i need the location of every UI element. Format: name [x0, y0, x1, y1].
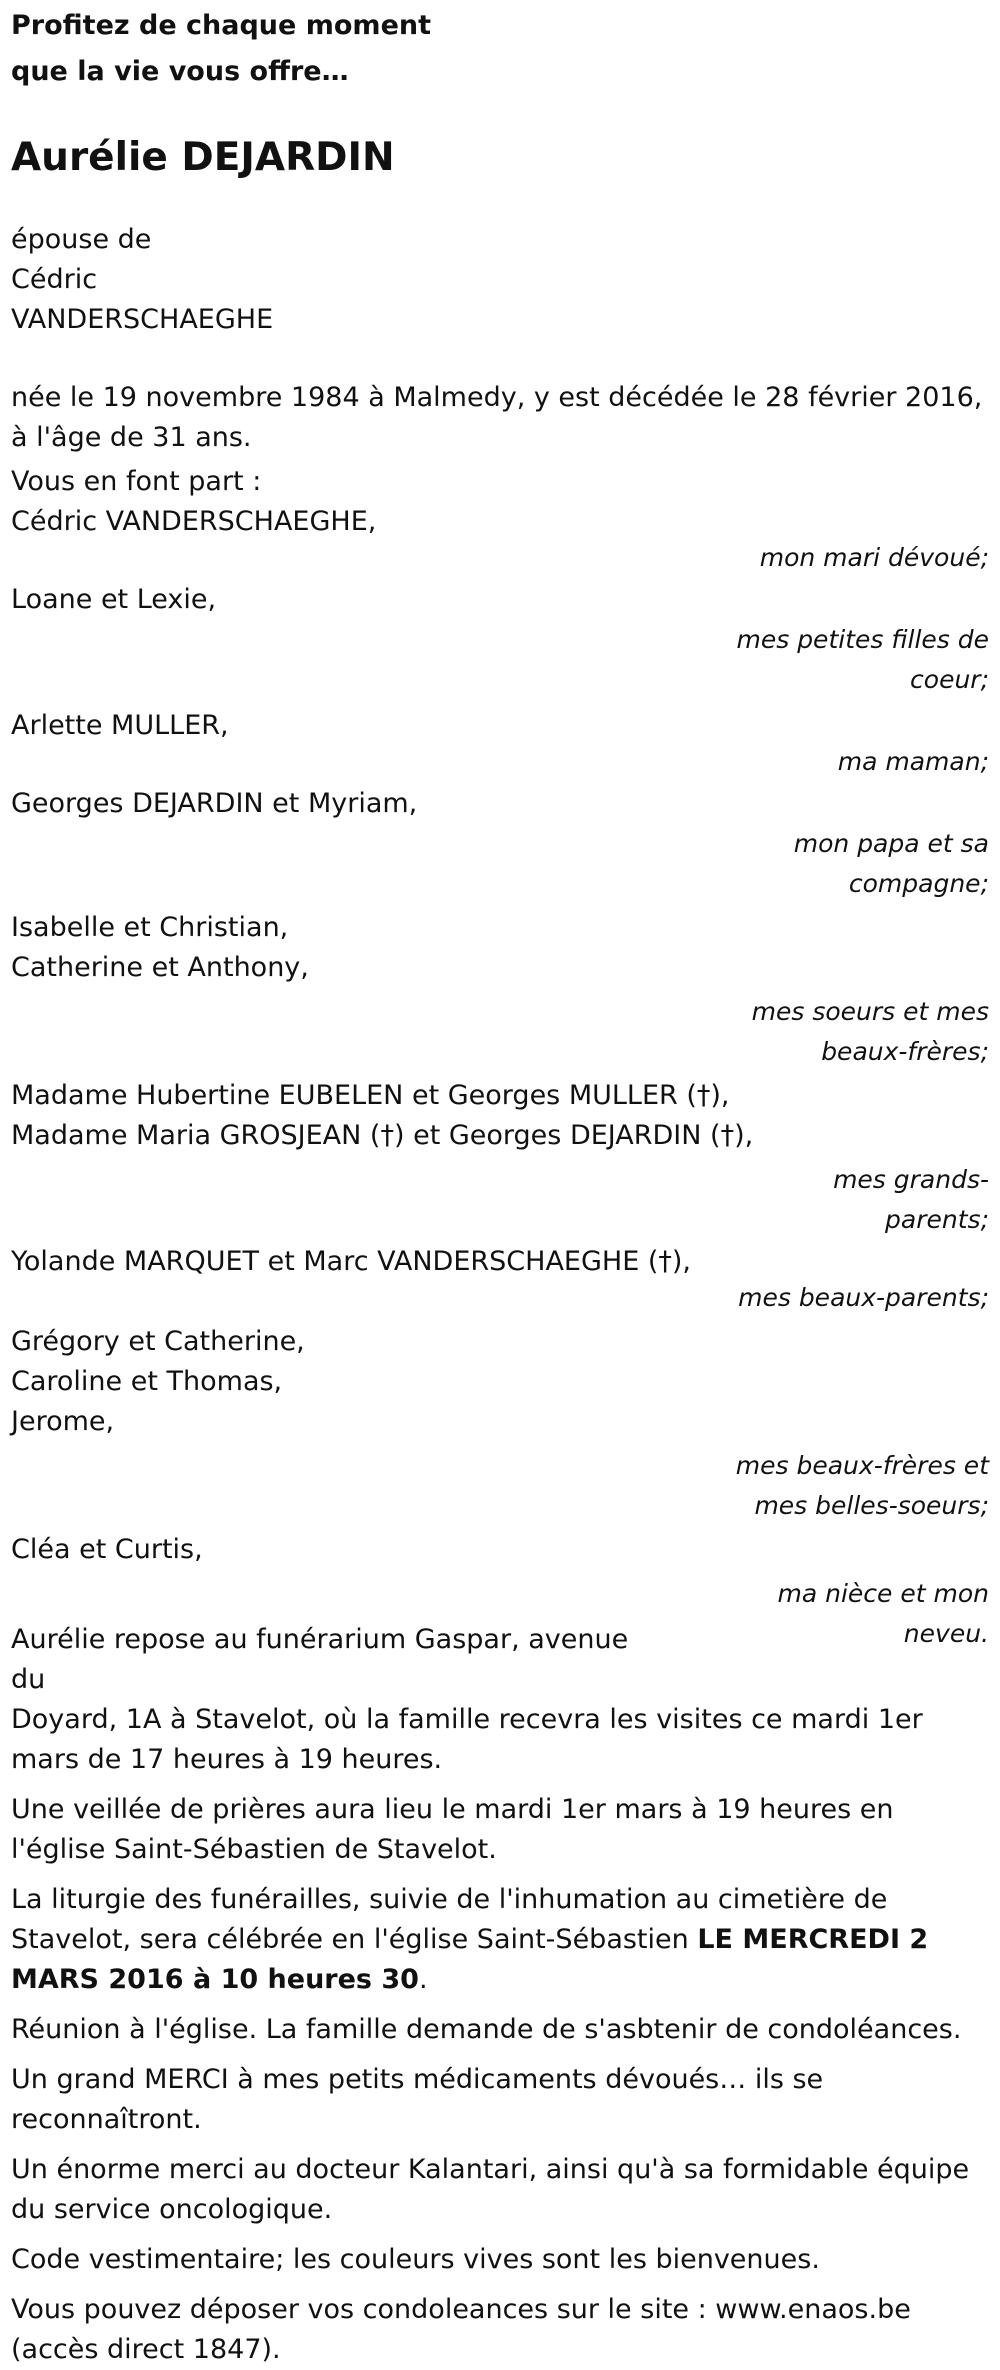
funerarium-text-rest: Doyard, 1A à Stavelot, où la famille recevra les visites ce mardi 1er mars de 17 heures à 19 heures.: [11, 1704, 923, 1775]
relative-name: Caroline et Thomas,: [11, 1366, 283, 1397]
spouse-block: [11, 220, 989, 340]
liturgy-text-main: La liturgie des funérailles, suivie de l'inhumation au cimetière de Stavelot, sera célébrée en l'église Saint-Sébastien: [11, 1884, 888, 1955]
deceased-name: Aurélie DEJARDIN: [11, 135, 395, 180]
liturgy-text-end: .: [418, 1964, 428, 1995]
relation-label: ma nièce et mon: [777, 1579, 989, 1608]
condolences-text: Vous pouvez déposer vos condoleances sur le site : www.enaos.be (accès direct 1847).: [11, 2294, 911, 2365]
spouse-prefix: épouse de: [11, 224, 152, 255]
spouse-last-name: VANDERSCHAEGHE: [11, 304, 274, 335]
relation-label: mes beaux-frères et: [735, 1451, 989, 1480]
funerarium-text: [11, 1620, 989, 1780]
quote-line-2: que la vie vous offre…: [11, 56, 349, 87]
relative-group: [11, 706, 989, 782]
funerarium-text-line1: Aurélie repose au funérarium Gaspar, avenue du: [11, 1624, 629, 1695]
quote-line-1: Profitez de chaque moment: [11, 10, 432, 41]
relation-label: beaux-frères;: [821, 1037, 989, 1066]
relative-name: Jerome,: [11, 1406, 115, 1437]
thanks-doctor-text: Un énorme merci au docteur Kalantari, ainsi qu'à sa formidable équipe du service oncologique.: [11, 2154, 970, 2225]
relative-group: [11, 580, 989, 700]
relative-name: Madame Maria GROSJEAN (†) et Georges DEJARDIN (†),: [11, 1120, 754, 1151]
relative-name: Cléa et Curtis,: [11, 1534, 203, 1565]
relation-label: neveu.: [903, 1619, 989, 1648]
dress-code-text: Code vestimentaire; les couleurs vives sont les bienvenues.: [11, 2244, 820, 2275]
relative-name: Yolande MARQUET et Marc VANDERSCHAEGHE (†),: [11, 1246, 692, 1277]
relation-label: ma maman;: [837, 747, 989, 776]
relative-name: Cédric VANDERSCHAEGHE,: [11, 506, 377, 537]
relation-label: mes grands-: [833, 1165, 989, 1194]
relative-name: Georges DEJARDIN et Myriam,: [11, 788, 418, 819]
relation-label: mes beaux-parents;: [738, 1283, 989, 1312]
obituary-page: [11, 0, 989, 2370]
relative-group: [11, 1322, 989, 1526]
meeting-text: Réunion à l'église. La famille demande de s'asbtenir de condoléances.: [11, 2014, 962, 2045]
relative-group: [11, 908, 989, 1072]
relative-group: [11, 1076, 989, 1240]
announcement-intro: Vous en font part :: [11, 466, 262, 497]
relation-label: compagne;: [848, 869, 989, 898]
relative-group: [11, 1242, 989, 1318]
spouse-first-name: Cédric: [11, 264, 98, 295]
relation-label: mes soeurs et mes: [751, 997, 989, 1026]
relative-group: [11, 502, 989, 578]
relation-label: parents;: [885, 1205, 989, 1234]
relative-name: Isabelle et Christian,: [11, 912, 289, 943]
relation-label: mon mari dévoué;: [759, 543, 989, 572]
relative-name: Loane et Lexie,: [11, 584, 217, 615]
relation-label: mes petites filles de: [736, 625, 989, 654]
relation-label: mon papa et sa: [793, 829, 989, 858]
relative-name: Arlette MULLER,: [11, 710, 229, 741]
vigil-text: Une veillée de prières aura lieu le mardi 1er mars à 19 heures en l'église Saint-Sébastien de Stavelot.: [11, 1794, 894, 1865]
relative-name: Catherine et Anthony,: [11, 952, 309, 983]
thanks-medications-text: Un grand MERCI à mes petits médicaments dévoués… ils se reconnaîtront.: [11, 2064, 824, 2135]
relative-name: Madame Hubertine EUBELEN et Georges MULLER (†),: [11, 1080, 730, 1111]
relation-label: coeur;: [910, 665, 989, 694]
relative-group: [11, 784, 989, 904]
birth-death-text: née le 19 novembre 1984 à Malmedy, y est décédée le 28 février 2016, à l'âge de 31 ans.: [11, 382, 983, 453]
relation-label: mes belles-soeurs;: [754, 1491, 989, 1520]
liturgy-date-bold: LE MERCREDI 2 MARS 2016 à 10 heures 30: [11, 1924, 929, 1995]
liturgy-text: [11, 1880, 989, 2000]
relative-name: Grégory et Catherine,: [11, 1326, 305, 1357]
